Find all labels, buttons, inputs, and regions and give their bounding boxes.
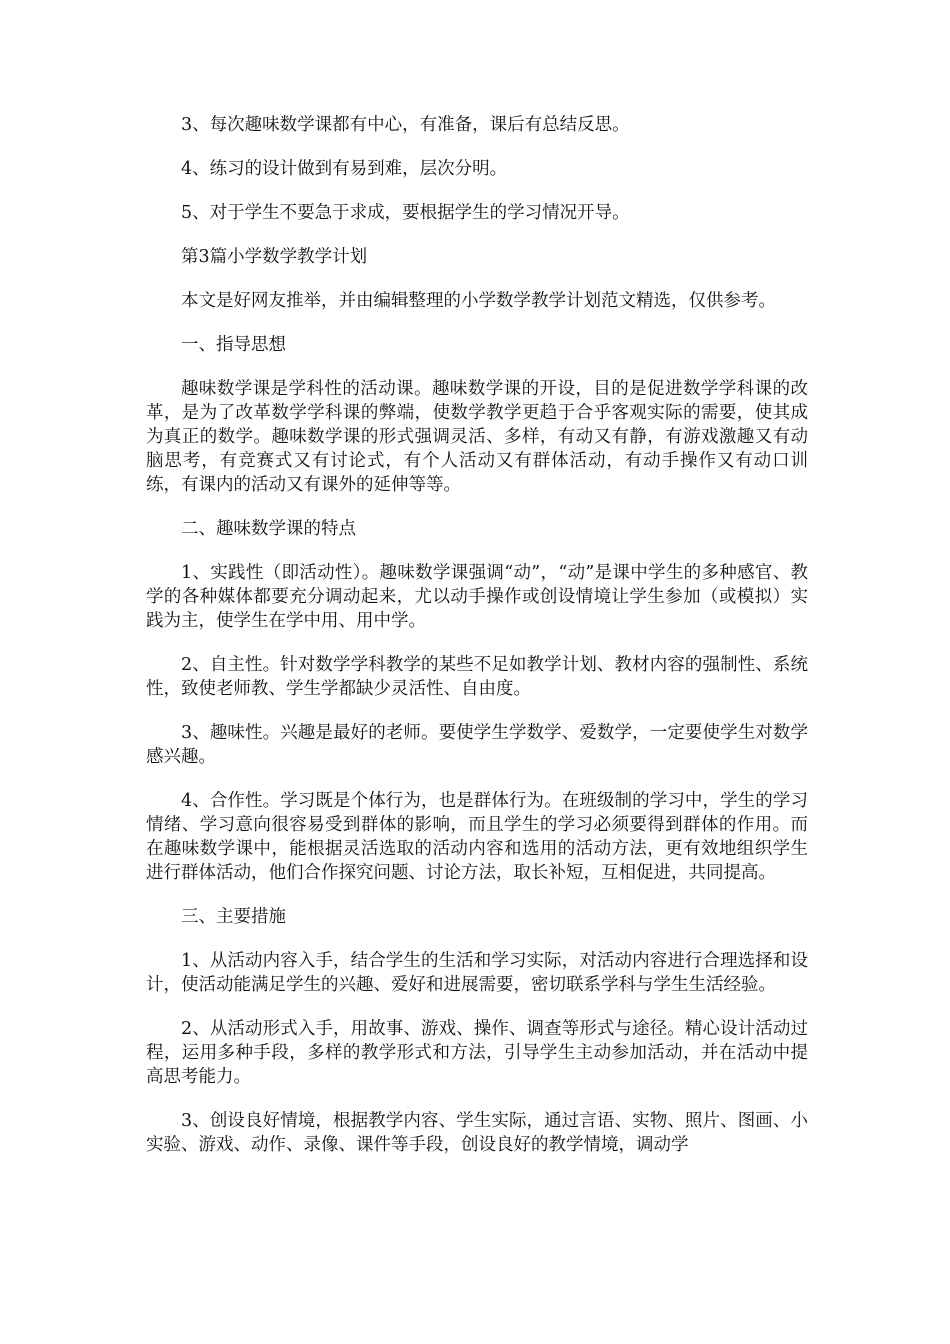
document-body xyxy=(146,113,808,1157)
list-item-4: 4、练习的设计做到有易到难，层次分明。 xyxy=(181,159,508,179)
feature-interest: 3、趣味性。兴趣是最好的老师。要使学生学数学、爱数学，一定要使学生对数学感兴趣。 xyxy=(146,723,808,767)
feature-autonomy: 2、自主性。针对数学学科教学的某些不足如教学计划、教材内容的强制性、系统性，致使老师教、学生学都缺少灵活性、自由度。 xyxy=(146,655,808,699)
list-item-5: 5、对于学生不要急于求成，要根据学生的学习情况开导。 xyxy=(181,203,630,223)
article-title: 第3篇小学数学教学计划 xyxy=(181,247,368,267)
list-item-3: 3、每次趣味数学课都有中心，有准备，课后有总结反思。 xyxy=(181,115,630,135)
guiding-thought-paragraph: 趣味数学课是学科性的活动课。趣味数学课的开设，目的是促进数学学科课的改革，是为了改革数学学科课的弊端，使数学教学更趋于合乎客观实际的需要，使其成为真正的数学。趣味数学课的形式强调灵活、多样，有动又有静，有游戏激趣又有动脑思考，有竞赛式又有讨论式，有个人活动又有群体活动，有动手操作又有动口训练，有课内的活动又有课外的延伸等等。 xyxy=(146,379,808,495)
intro-paragraph: 本文是好网友推举，并由编辑整理的小学数学教学计划范文精选，仅供参考。 xyxy=(181,291,776,311)
section-heading-features: 二、趣味数学课的特点 xyxy=(181,519,356,539)
section-heading-guiding-thought: 一、指导思想 xyxy=(181,335,286,355)
measure-situation: 3、创设良好情境，根据教学内容、学生实际，通过言语、实物、照片、图画、小实验、游戏、动作、录像、课件等手段，创设良好的教学情境，调动学 xyxy=(146,1111,808,1155)
section-heading-measures: 三、主要措施 xyxy=(181,907,286,927)
feature-cooperation: 4、合作性。学习既是个体行为，也是群体行为。在班级制的学习中，学生的学习情绪、学习意向很容易受到群体的影响，而且学生的学习必须要得到群体的作用。而在趣味数学课中，能根据灵活选取的活动内容和选用的活动方法，更有效地组织学生进行群体活动，他们合作探究问题、讨论方法，取长补短，互相促进，共同提高。 xyxy=(146,791,808,883)
measure-content: 1、从活动内容入手，结合学生的生活和学习实际，对活动内容进行合理选择和设计，使活动能满足学生的兴趣、爱好和进展需要，密切联系学科与学生生活经验。 xyxy=(146,951,808,995)
feature-practicality: 1、实践性（即活动性）。趣味数学课强调“动”，“动”是课中学生的多种感官、教学的各种媒体都要充分调动起来，尤以动手操作或创设情境让学生参加（或模拟）实践为主，使学生在学中用、用中学。 xyxy=(146,563,808,631)
measure-form: 2、从活动形式入手，用故事、游戏、操作、调查等形式与途径。精心设计活动过程，运用多种手段，多样的教学形式和方法，引导学生主动参加活动，并在活动中提高思考能力。 xyxy=(146,1019,808,1087)
